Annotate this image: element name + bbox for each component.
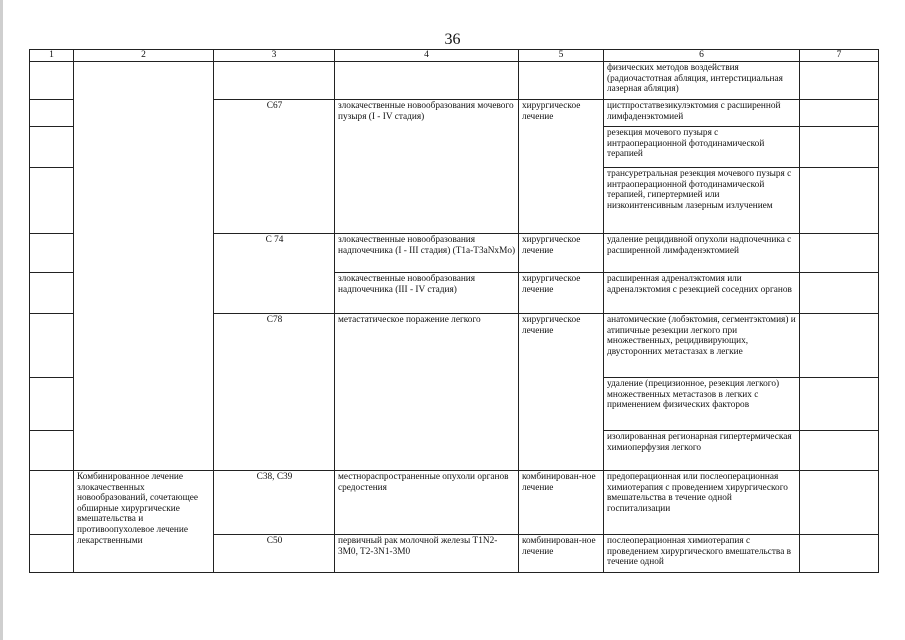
cell-col7 [800,100,879,127]
cell-icd-code: C38, C39 [214,471,335,535]
cell-col1 [30,535,74,573]
cell-col7 [800,127,879,168]
column-header: 6 [604,50,800,62]
cell-treatment-type: хирургическое лечение [519,100,604,234]
column-header: 7 [800,50,879,62]
cell-col1 [30,168,74,234]
cell-diagnosis: злокачественные новообразования мочевого пузыря (I - IV стадия) [335,100,519,234]
table-row [30,62,879,100]
cell-col1 [30,234,74,273]
cell-treatment-type: хирургическое лечение [519,234,604,273]
cell-icd-code: C67 [214,100,335,234]
cell-diagnosis: злокачественные новообразования надпочечника (I - III стадия) (T1a-T3aNxMo) [335,234,519,273]
cell-method: резекция мочевого пузыря с интраоперационной фотодинамической терапией [604,127,800,168]
cell-treatment-group: Комбинированное лечение злокачественных новообразований, сочетающее обширные хирургические вмешательства и противоопухолевое лечение лекарственными [74,471,214,573]
cell-col1 [30,378,74,431]
cell-col7 [800,168,879,234]
column-number-row [30,50,879,62]
cell-icd-code: C50 [214,535,335,573]
column-header: 5 [519,50,604,62]
cell-col4 [335,62,519,100]
cell-col1 [30,100,74,127]
cell-method: цистпростатвезикулэктомия с расширенной лимфаденэктомией [604,100,800,127]
cell-col1 [30,62,74,100]
cell-col5 [519,62,604,100]
cell-diagnosis: злокачественные новообразования надпочечника (III - IV стадия) [335,273,519,314]
page-number: 36 [444,31,461,48]
cell-col3 [214,62,335,100]
cell-col7 [800,431,879,471]
procedures-table [29,49,879,573]
cell-col1 [30,471,74,535]
cell-col7 [800,62,879,100]
column-header: 1 [30,50,74,62]
cell-col7 [800,234,879,273]
cell-col7 [800,535,879,573]
cell-col1 [30,127,74,168]
cell-method: физических методов воздействия (радиочастотная абляция, интерстициальная лазерная абляция) [604,62,800,100]
cell-method: расширенная адреналэктомия или адреналэктомия с резекцией соседних органов [604,273,800,314]
cell-col7 [800,378,879,431]
cell-treatment-type: хирургическое лечение [519,314,604,471]
cell-col1 [30,273,74,314]
cell-treatment-type: комбинирован-ное лечение [519,471,604,535]
column-header: 2 [74,50,214,62]
scan-edge [0,0,3,640]
cell-diagnosis: первичный рак молочной железы T1N2-3M0, T2-3N1-3M0 [335,535,519,573]
cell-treatment-type: комбинирован-ное лечение [519,535,604,573]
cell-method: предоперационная или послеоперационная химиотерапия с проведением хирургического вмешательства в течение одной госпитализации [604,471,800,535]
table-row [30,471,879,535]
cell-icd-code: C78 [214,314,335,471]
cell-col7 [800,273,879,314]
cell-method: изолированная регионарная гипертермическая химиоперфузия легкого [604,431,800,471]
cell-col2-blank [74,62,214,471]
cell-col1 [30,431,74,471]
cell-method: удаление (прецизионное, резекция легкого) множественных метастазов в легких с применением физических факторов [604,378,800,431]
column-header: 3 [214,50,335,62]
cell-method: послеоперационная химиотерапия с проведением хирургического вмешательства в течение одной [604,535,800,573]
cell-icd-code: C 74 [214,234,335,314]
cell-method: удаление рецидивной опухоли надпочечника с расширенной лимфаденэктомией [604,234,800,273]
cell-method: трансуретральная резекция мочевого пузыря с интраоперационной фотодинамической терапией, гипертермией или низкоинтенсивным лазерным излучением [604,168,800,234]
cell-col1 [30,314,74,378]
cell-col7 [800,314,879,378]
cell-diagnosis: местнораспространенные опухоли органов средостения [335,471,519,535]
cell-treatment-type: хирургическое лечение [519,273,604,314]
cell-col7 [800,471,879,535]
cell-diagnosis: метастатическое поражение легкого [335,314,519,471]
column-header: 4 [335,50,519,62]
cell-method: анатомические (лобэктомия, сегментэктомия) и атипичные резекции легкого при множественных, рецидивирующих, двусторонних метастазах в легкие [604,314,800,378]
